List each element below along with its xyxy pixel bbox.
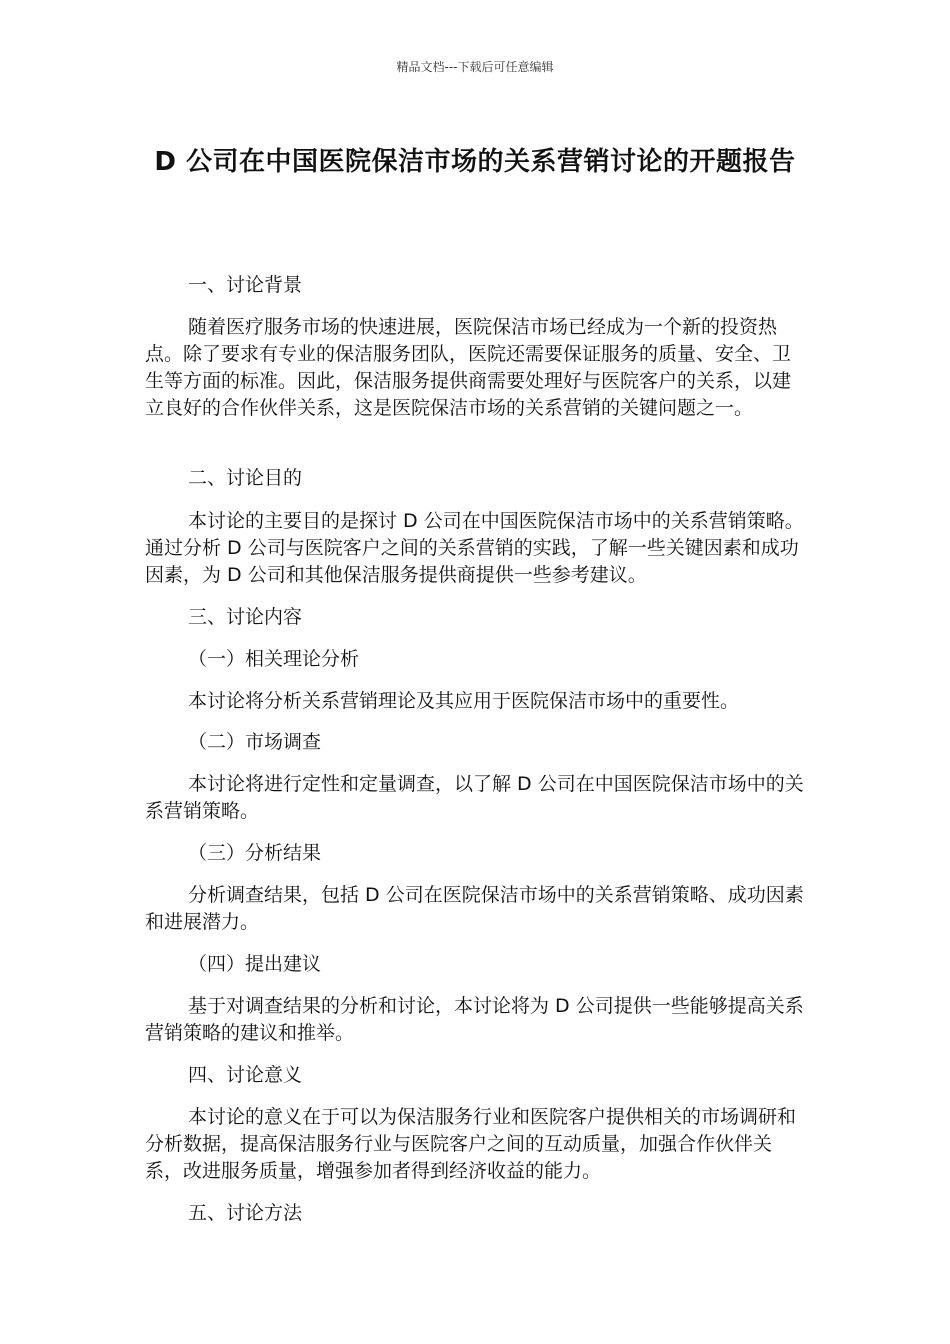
paragraph-purpose: 本讨论的主要目的是探讨 D 公司在中国医院保洁市场中的关系营销策略。通过分析 D 公司与医院客户之间的关系营销的实践，了解一些关键因素和成功因素，为 D 公司和其他保洁服务提供商提供一些参考建议。 [145, 510, 804, 586]
section-heading-content: 三、讨论内容 [188, 606, 303, 628]
subheading-theory: （一）相关理论分析 [188, 648, 360, 670]
paragraph-theory: 本讨论将分析关系营销理论及其应用于医院保洁市场中的重要性。 [188, 690, 740, 712]
paragraph-results: 分析调查结果，包括 D 公司在医院保洁市场中的关系营销策略、成功因素和进展潜力。 [145, 884, 804, 933]
paragraph-significance: 本讨论的意义在于可以为保洁服务行业和医院客户提供相关的市场调研和分析数据，提高保洁服务行业与医院客户之间的互动质量，加强合作伙伴关系，改进服务质量，增强参加者得到经济收益的能力。 [145, 1106, 797, 1182]
section-heading-significance: 四、讨论意义 [188, 1064, 303, 1086]
section-heading-purpose: 二、讨论目的 [188, 467, 303, 489]
subheading-survey: （二）市场调查 [188, 731, 322, 753]
paragraph-suggestions: 基于对调查结果的分析和讨论，本讨论将为 D 公司提供一些能够提高关系营销策略的建议和推举。 [145, 995, 804, 1044]
subheading-suggestions: （四）提出建议 [188, 953, 322, 975]
header-note: 精品文档---下载后可任意编辑 [396, 60, 554, 74]
section-heading-background: 一、讨论背景 [188, 274, 303, 296]
subheading-results: （三）分析结果 [188, 842, 322, 864]
paragraph-survey: 本讨论将进行定性和定量调查，以了解 D 公司在中国医院保洁市场中的关系营销策略。 [145, 773, 804, 822]
section-heading-methods: 五、讨论方法 [188, 1202, 303, 1224]
paragraph-background: 随着医疗服务市场的快速进展，医院保洁市场已经成为一个新的投资热点。除了要求有专业的保洁服务团队，医院还需要保证服务的质量、安全、卫生等方面的标准。因此，保洁服务提供商需要处理好与医院客户的关系，以建立良好的合作伙伴关系，这是医院保洁市场的关系营销的关键问题之一。 [145, 316, 792, 419]
document-title: D 公司在中国医院保洁市场的关系营销讨论的开题报告 [154, 147, 796, 177]
